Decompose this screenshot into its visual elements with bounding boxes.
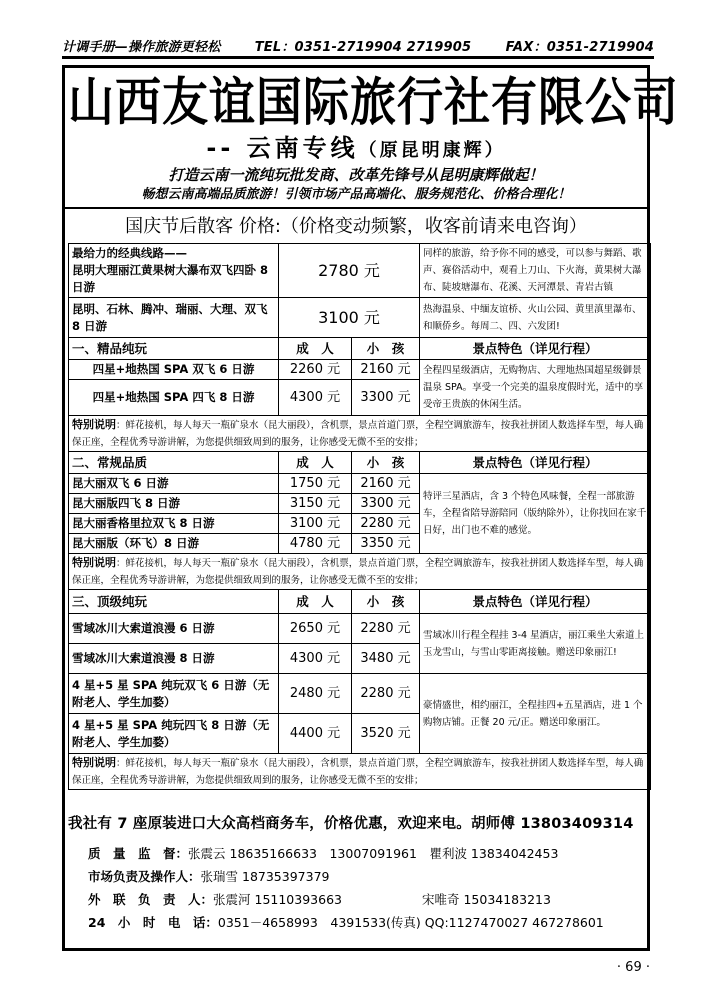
section-2-adult-2: 3150 元 bbox=[279, 494, 352, 514]
special-note-label: 特别说明 bbox=[72, 756, 116, 769]
price-table bbox=[68, 243, 651, 790]
section-1-child-2: 3300 元 bbox=[352, 380, 420, 416]
contact-list bbox=[88, 842, 644, 934]
section-divider bbox=[65, 207, 648, 209]
special-note-label: 特别说明 bbox=[72, 556, 116, 569]
special-note-text: 鲜花接机，每人每天一瓶矿泉水（昆大丽段），含机票，景点首道门票，全程空调旅游车，按我社拼团人数选择车型，每人确保正座，全程优秀导游讲解，为您提供细致周到的服务，让你感受无微不至的安排； bbox=[72, 758, 644, 786]
contact-value-quality: 张震云 18635166633 13007091961 瞿利波 13834042453 bbox=[188, 846, 559, 861]
contact-spacer bbox=[342, 888, 422, 911]
company-name: 山西友谊国际旅行社有限公司 bbox=[68, 71, 679, 133]
classic-route-1-name: 昆明大理丽江黄果树大瀑布双飞四卧 8 日游 bbox=[72, 263, 269, 294]
section-3-child-header: 小 孩 bbox=[352, 590, 420, 614]
section-3-route-4: 4 星+5 星 SPA 纯玩四飞 8 日游（无附老人、学生加婺） bbox=[69, 714, 279, 754]
section-3-adult-4: 4400 元 bbox=[279, 714, 352, 754]
section-2-route-3: 昆大丽香格里拉双飞 8 日游 bbox=[69, 514, 279, 534]
table-row bbox=[69, 298, 651, 338]
special-note-1: 特别说明：鲜花接机，每人每天一瓶矿泉水（昆大丽段），含机票，景点首道门票，全程空调旅游车，按我社拼团人数选择车型，每人确保正座，全程优秀导游讲解，为您提供细致周到的服务，让你感受无微不至的安排； bbox=[69, 416, 651, 452]
classic-price-1: 2780 元 bbox=[279, 244, 420, 298]
section-2-adult-header: 成 人 bbox=[279, 452, 352, 474]
contact-label-quality: 质 量 监 督： bbox=[88, 846, 189, 861]
special-note-label: 特别说明 bbox=[72, 418, 116, 431]
subtitle bbox=[68, 131, 644, 165]
section-3-child-4: 3520 元 bbox=[352, 714, 420, 754]
section-3-feature-header: 景点特色（详见行程） bbox=[420, 590, 651, 614]
section-3-route-3: 4 星+5 星 SPA 纯玩双飞 6 日游（无附老人、学生加婺） bbox=[69, 674, 279, 714]
section-1-feature-header: 景点特色（详见行程） bbox=[420, 338, 651, 360]
section-3-desc-1: 雪域冰川行程全程挂 3-4 星酒店，丽江乘坐大索道上玉龙雪山，与雪山零距离接触。赠送印象丽江! bbox=[420, 614, 651, 674]
section-3-adult-header: 成 人 bbox=[279, 590, 352, 614]
contact-value-liaison-2: 宋唯奇 15034183213 bbox=[421, 892, 551, 907]
table-row bbox=[69, 474, 651, 494]
classic-desc-2: 热海温泉、中缅友谊桥、火山公园、黄里滇里瀑布、和顺侨乡。每周二、四、六发团! bbox=[420, 298, 651, 338]
contact-value-market: 张瑞雪 18735397379 bbox=[200, 869, 330, 884]
section-2-child-header: 小 孩 bbox=[352, 452, 420, 474]
contact-value-hotline: 0351－4658993 4391533(传真) QQ:1127470027 467278601 bbox=[217, 915, 604, 930]
contact-row bbox=[88, 911, 644, 934]
section-3-child-1: 2280 元 bbox=[352, 614, 420, 644]
subtitle-main: -- 云南专线 bbox=[206, 134, 359, 162]
classic-title: 最给力的经典线路—— bbox=[72, 246, 187, 260]
section-3-desc-2: 豪情盛世，相约丽江，全程挂四+五星酒店，进 1 个购物店铺。正餐 20 元/正。赠送印象丽江。 bbox=[420, 674, 651, 754]
classic-route-2: 昆明、石林、腾冲、瑞丽、大理、双飞 8 日游 bbox=[69, 298, 279, 338]
slogan-line-2: 畅想云南高端品质旅游！引领市场产品高端化、服务规范化、价格合理化！ bbox=[141, 187, 571, 202]
table-row bbox=[69, 674, 651, 714]
section-2-child-1: 2160 元 bbox=[352, 474, 420, 494]
special-note-row bbox=[69, 554, 651, 590]
section-2-child-3: 2280 元 bbox=[352, 514, 420, 534]
section-header bbox=[69, 452, 651, 474]
special-note-row bbox=[69, 754, 651, 790]
section-2-adult-3: 3100 元 bbox=[279, 514, 352, 534]
section-2-route-2: 昆大丽版四飞 8 日游 bbox=[69, 494, 279, 514]
header-slogan: 计调手册—操作旅游更轻松 bbox=[62, 40, 221, 55]
section-2-route-1: 昆大丽双飞 6 日游 bbox=[69, 474, 279, 494]
section-1-title: 一、精品纯玩 bbox=[69, 338, 279, 360]
section-2-child-2: 3300 元 bbox=[352, 494, 420, 514]
section-2-feature-header: 景点特色（详见行程） bbox=[420, 452, 651, 474]
section-1-desc: 全程四星级酒店，无购物店、大理地热国超星级御景温泉 SPA。享受一个完美的温泉度假时光，适中的享受帝王贵族的休闲生活。 bbox=[420, 360, 651, 416]
section-1-child-header: 小 孩 bbox=[352, 338, 420, 360]
section-header bbox=[69, 590, 651, 614]
section-3-title: 三、顶级纯玩 bbox=[69, 590, 279, 614]
section-2-adult-4: 4780 元 bbox=[279, 534, 352, 554]
business-car-ad: 我社有 7 座原装进口大众高档商务车，价格优惠，欢迎来电。胡师傅 13803409314 bbox=[68, 816, 634, 832]
contact-label-hotline: 24 小 时 电 话： bbox=[88, 915, 218, 930]
section-1-child-1: 2160 元 bbox=[352, 360, 420, 380]
section-3-child-2: 3480 元 bbox=[352, 644, 420, 674]
section-1-route-2: 四星+地热国 SPA 四飞 8 日游 bbox=[69, 380, 279, 416]
section-1-adult-2: 4300 元 bbox=[279, 380, 352, 416]
contact-label-market: 市场负责及操作人： bbox=[88, 869, 201, 884]
special-note-row bbox=[69, 416, 651, 452]
section-3-adult-2: 4300 元 bbox=[279, 644, 352, 674]
section-1-adult-1: 2260 元 bbox=[279, 360, 352, 380]
section-1-route-1: 四星+地热国 SPA 双飞 6 日游 bbox=[69, 360, 279, 380]
special-note-3: 特别说明：鲜花接机，每人每天一瓶矿泉水（昆大丽段），含机票，景点首道门票，全程空调旅游车，按我社拼团人数选择车型，每人确保正座，全程优秀导游讲解，为您提供细致周到的服务，让你感受无微不至的安排； bbox=[69, 754, 651, 790]
section-2-child-4: 3350 元 bbox=[352, 534, 420, 554]
section-2-route-4: 昆大丽版（环飞）8 日游 bbox=[69, 534, 279, 554]
table-row bbox=[69, 244, 651, 298]
contact-row bbox=[88, 842, 644, 865]
classic-desc-1: 同样的旅游，给予你不同的感受，可以参与舞蹈、歌声、赛俗活动中，观看上刀山、下火海，黄果树大瀑布、陡坡塘瀑布、花溪、天河潭景、青岩古镇 bbox=[420, 244, 651, 298]
header-fax: FAX：0351-2719904 bbox=[505, 40, 654, 55]
section-2-adult-1: 1750 元 bbox=[279, 474, 352, 494]
section-3-route-1: 雪域冰川大索道浪漫 6 日游 bbox=[69, 614, 279, 644]
special-note-text: 鲜花接机，每人每天一瓶矿泉水（昆大丽段），含机票，景点首道门票，全程空调旅游车，按我社拼团人数选择车型，每人确保正座，全程优秀导游讲解，为您提供细致周到的服务，让你感受无微不至的安排； bbox=[72, 420, 644, 448]
section-3-adult-1: 2650 元 bbox=[279, 614, 352, 644]
section-3-adult-3: 2480 元 bbox=[279, 674, 352, 714]
special-note-2: 特别说明：鲜花接机，每人每天一瓶矿泉水（昆大丽段），含机票，景点首道门票，全程空调旅游车，按我社拼团人数选择车型，每人确保正座，全程优秀导游讲解，为您提供细致周到的服务，让你感受无微不至的安排； bbox=[69, 554, 651, 590]
contact-row bbox=[88, 888, 644, 911]
top-header bbox=[62, 36, 654, 55]
header-tel: TEL：0351-2719904 2719905 bbox=[254, 40, 472, 55]
table-row bbox=[69, 614, 651, 644]
classic-price-2: 3100 元 bbox=[279, 298, 420, 338]
table-row bbox=[69, 360, 651, 380]
subtitle-note: （原昆明康辉） bbox=[358, 140, 506, 161]
section-2-title: 二、常规品质 bbox=[69, 452, 279, 474]
page-number: · 69 · bbox=[616, 960, 650, 975]
classic-route-1 bbox=[69, 244, 279, 298]
section-header bbox=[69, 338, 651, 360]
header-divider bbox=[62, 56, 654, 59]
section-3-child-3: 2280 元 bbox=[352, 674, 420, 714]
price-headline: 国庆节后散客 价格:（价格变动频繁，收客前请来电咨询） bbox=[125, 216, 587, 237]
section-2-desc: 特评三星酒店，含 3 个特色风味餐，全程一部旅游车，全程省陪导游陪同（版纳除外），让你找回在家千日好，出门也不难的感觉。 bbox=[420, 474, 651, 554]
contact-label-liaison: 外 联 负 责 人： bbox=[88, 892, 214, 907]
special-note-text: 鲜花接机，每人每天一瓶矿泉水（昆大丽段），含机票，景点首道门票，全程空调旅游车，按我社拼团人数选择车型，每人确保正座，全程优秀导游讲解，为您提供细致周到的服务，让你感受无微不至的安排； bbox=[72, 558, 644, 586]
contact-value-liaison: 张震河 15110393663 bbox=[213, 892, 342, 907]
contact-row bbox=[88, 865, 644, 888]
section-3-route-2: 雪域冰川大索道浪漫 8 日游 bbox=[69, 644, 279, 674]
slogan-line-1: 打造云南一流纯玩批发商、改革先锋号从昆明康辉做起！ bbox=[168, 166, 544, 184]
section-1-adult-header: 成 人 bbox=[279, 338, 352, 360]
